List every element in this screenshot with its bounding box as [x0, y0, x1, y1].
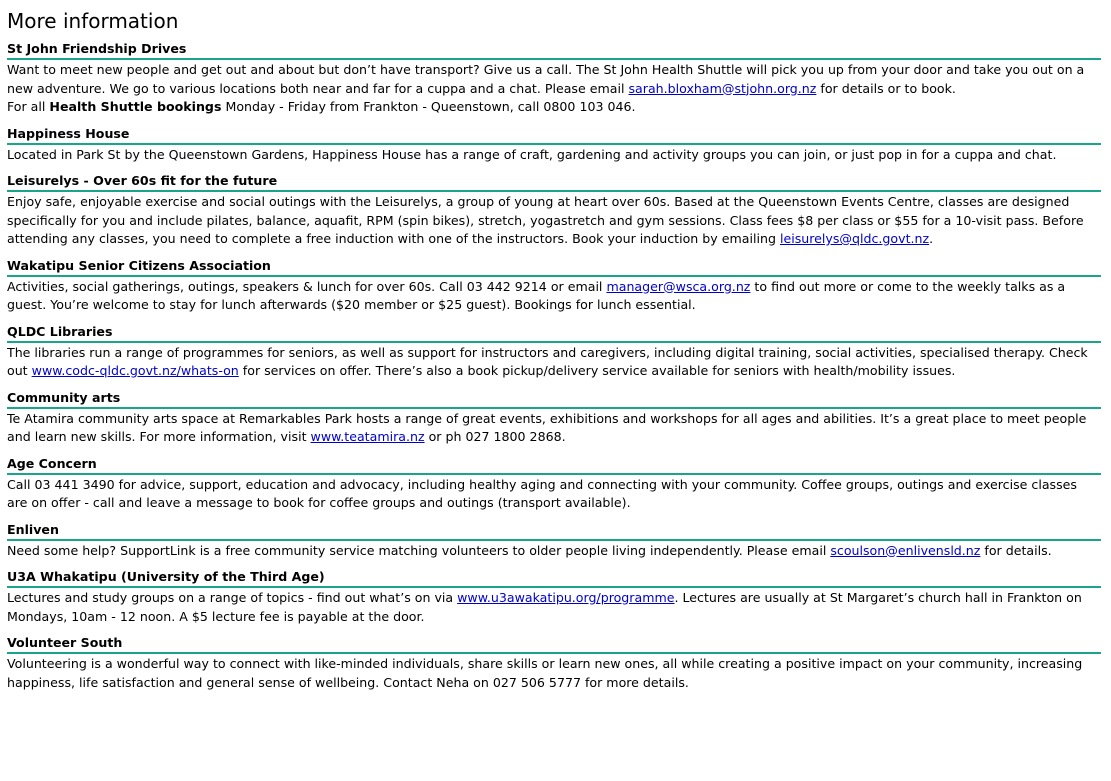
- email-link[interactable]: manager@wsca.org.nz: [606, 278, 751, 294]
- text-part: or ph 027 1800 2868.: [424, 429, 566, 444]
- web-link[interactable]: www.teatamira.nz: [310, 429, 425, 444]
- text-part: Located in Park St by the Queenstown Gardens, Happiness House has a range of craft, gardening and activity groups you can join, or just pop in for a cuppa and chat.: [7, 146, 1057, 162]
- text-part: Volunteering is a wonderful way to connect with like-minded individuals, share skills or learn new ones, all while creating a positive impact on your community, increasing happiness, life satisfaction and general sense of wellbeing. Contact Neha on 027 506 5777 for more details.: [7, 656, 1083, 690]
- bold-text: Health Shuttle bookings: [49, 99, 222, 114]
- section-text: [7, 542, 1101, 561]
- section-text: [7, 193, 1101, 249]
- text-part: For all: [7, 99, 50, 114]
- section-heading: QLDC Libraries: [7, 323, 1101, 343]
- section-heading: U3A Whakatipu (University of the Third Age): [7, 568, 1101, 588]
- text-part: .: [929, 231, 934, 246]
- text-part: Activities, social gatherings, outings, speakers & lunch for over 60s. Call 03 442 9214 or email: [7, 278, 607, 294]
- text-part: Call 03 441 3490 for advice, support, education and advocacy, including healthy aging and connecting with your community. Coffee groups, outings and exercise classes are on offer - call and leave a message to book for coffee groups and outings (transport available).: [7, 476, 1077, 510]
- section-heading: Happiness House: [7, 125, 1101, 145]
- text-part: Want to meet new people and get out and about but don’t have transport? Give us a call. The St John Health Shuttle will pick you up from your door and take you out on a new adventure. We go to various locations both near and far for a cuppa and a chat. Please email: [7, 62, 1085, 96]
- page-title: More information: [7, 9, 179, 33]
- email-link[interactable]: scoulson@enlivensld.nz: [830, 542, 981, 558]
- section-leisurelys: [7, 172, 1101, 249]
- text-part: for details.: [980, 542, 1052, 558]
- section-text: [7, 344, 1101, 381]
- section-text: [7, 589, 1101, 626]
- email-link[interactable]: sarah.bloxham@stjohn.org.nz: [628, 80, 817, 96]
- section-heading: Age Concern: [7, 455, 1101, 475]
- section-text: [7, 476, 1101, 513]
- text-part: to find out more or come to the weekly talks as a guest. You’re welcome to stay for lunch afterwards ($20 member or $25 guest). Bookings for lunch essential.: [7, 278, 1066, 312]
- section-community-arts: [7, 389, 1101, 447]
- section-heading: St John Friendship Drives: [7, 40, 1101, 60]
- text-part: . Lectures are usually at St Margaret’s church hall in Frankton on Mondays, 10am - 12 noon. A $5 lecture fee is payable at the door.: [7, 590, 1082, 624]
- section-enliven: [7, 521, 1101, 561]
- section-u3a-whakatipu: [7, 568, 1101, 626]
- section-qldc-libraries: [7, 323, 1101, 381]
- section-text: [7, 278, 1101, 315]
- text-part: for services on offer. There’s also a book pickup/delivery service available for seniors with health/mobility issues.: [238, 363, 956, 378]
- section-happiness-house: [7, 125, 1101, 165]
- text-part: Te Atamira community arts space at Remarkables Park hosts a range of great events, exhibitions and workshops for all ages and abilities. It’s a great place to meet people and learn new skills. For more information, visit: [7, 410, 1087, 444]
- section-heading: Volunteer South: [7, 634, 1101, 654]
- text-part: Lectures and study groups on a range of topics - find out what’s on via: [7, 590, 458, 605]
- section-text: [7, 146, 1101, 165]
- section-wakatipu-senior-citizens: [7, 257, 1101, 315]
- text-part: Need some help? SupportLink is a free community service matching volunteers to older people living independently. Please email: [7, 542, 831, 558]
- web-link[interactable]: www.codc-qldc.govt.nz/whats-on: [31, 363, 239, 378]
- section-age-concern: [7, 455, 1101, 513]
- section-text: [7, 410, 1101, 447]
- text-part: Enjoy safe, enjoyable exercise and social outings with the Leisurelys, a group of young at heart over 60s. Based at the Queenstown Events Centre, classes are designed specifically for you and include pilates, balance, aquafit, RPM (spin bikes), stretch, yogastretch and gym sessions. Class fees $8 per class or $55 for a 10-visit pass. Before attending any classes, you need to complete a free induction with one of the instructors. Book your induction by emailing: [7, 194, 1084, 246]
- section-heading: Wakatipu Senior Citizens Association: [7, 257, 1101, 277]
- text-part: The libraries run a range of programmes for seniors, as well as support for instructors and caregivers, including digital training, social activities, specialised therapy. Check out: [7, 344, 1088, 378]
- section-st-john: [7, 40, 1101, 117]
- section-heading: Leisurelys - Over 60s fit for the future: [7, 172, 1101, 192]
- section-text: [7, 61, 1101, 117]
- email-link[interactable]: leisurelys@qldc.govt.nz: [779, 231, 930, 246]
- section-heading: Enliven: [7, 521, 1101, 541]
- text-part: for details or to book.: [816, 80, 956, 96]
- section-text: [7, 655, 1101, 692]
- section-volunteer-south: [7, 634, 1101, 692]
- section-heading: Community arts: [7, 389, 1101, 409]
- text-part: Monday - Friday from Frankton - Queenstown, call 0800 103 046.: [221, 99, 636, 114]
- web-link[interactable]: www.u3awakatipu.org/programme: [457, 590, 675, 605]
